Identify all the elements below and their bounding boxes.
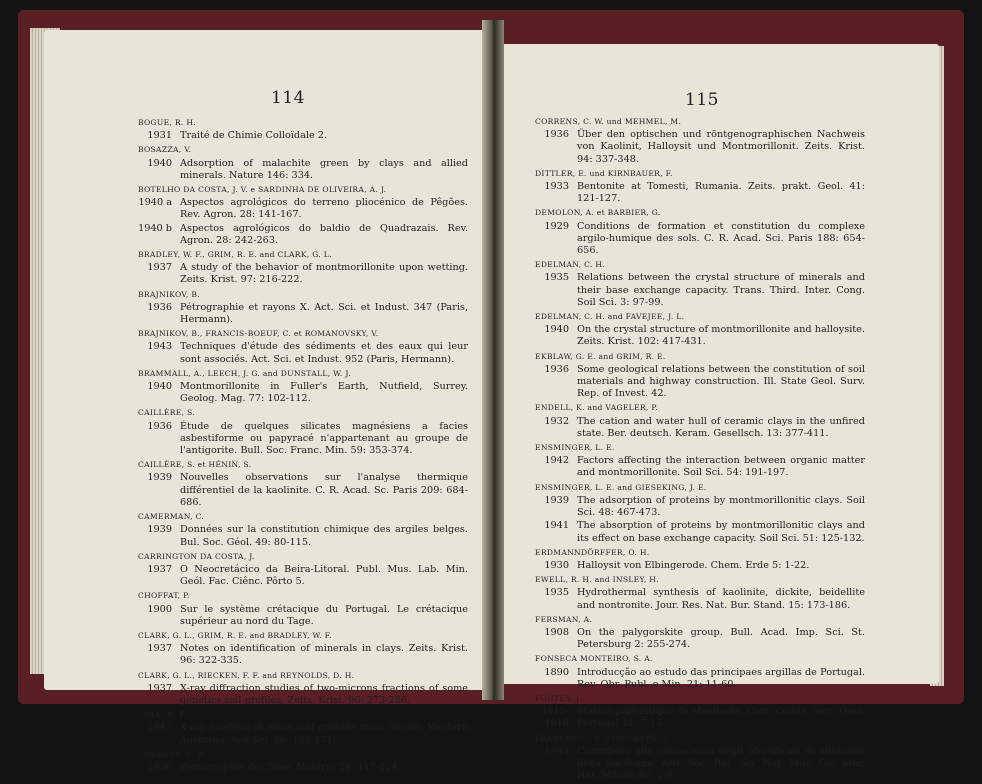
entry-author: BRAJNIKOV, B. (138, 289, 200, 299)
reference-text: Adsorption of malachite green by clays and allied minerals. Nature 146: 334. (180, 157, 468, 181)
reference-year: 1929 (544, 220, 569, 232)
reference-text: The adsorption of proteins by montmorillonitic clays. Soil Sci. 48: 467-473. (577, 494, 865, 519)
entry-author: DITTLER, E. und KIRNBAUER, F. (535, 168, 673, 178)
entry-reference (138, 130, 468, 142)
bibliography-entry (535, 547, 865, 572)
bibliography-entry (138, 590, 468, 628)
reference-text: X-ray diffraction studies of two-microns fractions of some genetics soil profiles. Zeits. Krist. 96: 273-286. (180, 682, 468, 706)
entry-reference (535, 364, 865, 401)
entry-author: DEMOLON, A. et BARBIER, G. (535, 208, 661, 218)
entry-reference (138, 381, 468, 405)
reference-text: O Neocretácico da Beira-Litoral. Publ. Mus. Lab. Min. Geól. Fac. Ciênc. Pôrto 5. (180, 563, 468, 588)
reference-text: Aspectos agrológicos do baldio de Quadrazais. Rev. Agron. 28: 242-263. (180, 222, 468, 246)
reference-text: Sur le système crétacique du Portugal. Le crétacique supérieur au nord du Tage. (180, 603, 468, 627)
bibliography-entry (138, 551, 468, 589)
reference-text: Données sur la constitution chimique des argiles belges. Bul. Soc. Géol. 49: 80-115. (180, 524, 468, 548)
entry-reference (138, 421, 468, 458)
entry-author: EDELMAN, C. H. and FAVEJEE, J. L. (535, 312, 685, 322)
reference-text: Über den optischen und röntgenographischen Nachweis von Kaolinit, Halloysit und Montmorillonit. Zeits. Krist. 94: 337-348. (577, 129, 865, 165)
entry-author: BOGUE, R. H. (138, 118, 196, 127)
reference-text: Relations between the crystal structure of minerals and their base exchange capacity. Trans. Third. Inter. Cong. Soil Sci. 3: 97-99. (577, 272, 865, 308)
reference-text: Étude de quelques silicates magnésiens a facies asbestiforme ou papyracé n'appartenant au groupe de l'antigorite. Bull. Soc. Franc. Min. 59: 353-374. (180, 420, 468, 457)
reference-text: Some geological relations between the constitution of soil materials and highway construction. Ill. State Geol. Surv. Rep. of Invest. 42. (577, 363, 865, 400)
reference-text: A study of the behavior of montmorillonite upon wetting. Zeits. Krist. 97: 216-222. (180, 262, 468, 286)
bibliography-entry (138, 407, 468, 457)
bibliography-entry (535, 259, 865, 309)
entry-author: BRAMMALL, A., LEECH, J. G. and DUNSTALL, W. J. (138, 368, 351, 378)
reference-year: 1937 (147, 682, 172, 694)
reference-year: 1940 b (138, 222, 172, 234)
bibliography-entry (138, 117, 468, 142)
entry-reference (535, 455, 865, 479)
entry-reference (535, 324, 865, 348)
reference-year: 1937 (147, 643, 172, 655)
reference-year: 1939 (147, 524, 172, 536)
entry-reference (535, 627, 865, 651)
bibliography-entry (138, 511, 468, 549)
entry-reference (535, 181, 865, 205)
reference-text: Aspectos agrológicos do terreno pliocénico de Pêgões. Rev. Agron. 28: 141-167. (180, 197, 468, 221)
bibliography-entry (535, 442, 865, 480)
reference-year: 1936 (544, 363, 569, 375)
reference-year: 1940 a (138, 197, 172, 209)
entry-reference (535, 520, 865, 544)
reference-year: 1933 (544, 181, 569, 193)
entry-author: FRANCESCO, S. e GIUSEPPE, S. (535, 733, 671, 743)
entry-author: EDELMAN, C. H. (535, 260, 606, 270)
reference-year: 1908 (544, 626, 569, 638)
reference-text: Contributo alla conoscenza degli idrosilicati di alluminio della Sardegna. Atti. Soc. Ital. Sci. Nat. Mus. Civ. Stor. Nat. Milano 82: 1-9. (577, 745, 865, 782)
bibliography-entry (535, 351, 865, 401)
reference-text: Petrographie der Tone. Naturw. 24: 117-124. (180, 761, 401, 773)
reference-text: Pétrographie et rayons X. Act. Sci. et Indust. 347 (Paris, Hermann). (180, 301, 468, 326)
reference-text: On the crystal structure of montmorillonite and halloysite. Zeits. Krist. 102: 417-431. (577, 324, 865, 348)
bibliography-list (138, 117, 468, 776)
reference-year: 1890 (544, 666, 569, 678)
entry-reference (535, 416, 865, 440)
reference-year: 1936 (544, 129, 569, 141)
reference-year: 1941 (544, 520, 569, 532)
reference-year: 1943 (147, 341, 172, 353)
bibliography-entry (535, 653, 865, 691)
entry-reference (535, 129, 865, 166)
bibliography-entry (535, 733, 865, 783)
bibliography-entry (138, 368, 468, 406)
entry-author: COLE, W. F. (138, 710, 187, 720)
entry-author: ERDMANNDÖRFFER, O. H. (535, 547, 650, 557)
reference-text: Introducção ao estudo das principaes argillas de Portugal. Rev. Obr. Publ. e Min. 21: 11-60. (577, 666, 865, 690)
bibliography-entry (138, 459, 468, 509)
entry-author: ENDELL, K. and VAGELER, P. (535, 403, 658, 413)
bibliography-entry (138, 630, 468, 668)
bibliography-entry (535, 693, 865, 731)
entry-reference (138, 722, 468, 746)
bibliography-entry (138, 144, 468, 182)
reference-text: Bentonite at Tomesti, Rumania. Zeits. prakt. Geol. 41: 121-127. (577, 181, 865, 205)
entry-reference (535, 706, 865, 730)
reference-year: 1930 (544, 559, 569, 571)
entry-reference (138, 524, 468, 548)
entry-author: CAMERMAN, C. (138, 512, 205, 522)
entry-reference (138, 683, 468, 707)
entry-author: CORRENS, C. W. und MEHMEL, M. (535, 117, 682, 126)
reference-year: 1943 (147, 722, 172, 734)
reference-year: 1936 (147, 761, 172, 773)
right-page (495, 44, 939, 782)
bibliography-list (535, 116, 865, 784)
reference-text: Notes on identification of minerals in clays. Zeits. Krist. 96: 322-335. (180, 643, 468, 667)
reference-year: 1935 (544, 587, 569, 599)
bibliography-entry (535, 574, 865, 612)
entry-reference (535, 221, 865, 258)
bibliography-entry (535, 207, 865, 257)
entry-reference (138, 604, 468, 628)
bibliography-entry (138, 709, 468, 747)
reference-year: 1940 (544, 324, 569, 336)
entry-author: FERSMAN, A. (535, 614, 593, 624)
bibliography-entry (535, 614, 865, 652)
bibliography-entry (138, 670, 468, 708)
reference-year: 1931 (147, 130, 172, 142)
reference-text: On the palygorskite group. Bull. Acad. Imp. Sci. St. Petersburg 2: 255-274. (577, 626, 865, 651)
reference-text: Station paléolitique de Mealhada. Com. Comis. Serv. Geol. Portugal 11: 7-15. (577, 706, 865, 730)
reference-year: 1932 (544, 415, 569, 427)
bibliography-entry (138, 184, 468, 247)
reference-text: The cation and water hull of ceramic clays in the unfired state. Ber. deutsch. Keram. Gesellsch. 13: 377-411. (577, 415, 865, 439)
bibliography-entry (138, 328, 468, 366)
entry-reference (138, 643, 468, 667)
reference-text: Halloysit von Elbingerode. Chem. Erde 5: 1-22. (577, 559, 810, 571)
entry-author: CAILLÈRE, S. (138, 408, 195, 418)
entry-author: CAILLÈRE, S. et HÉNIN, S. (138, 460, 252, 470)
left-page (44, 30, 490, 773)
bibliography-entry (138, 749, 468, 774)
reference-year: 1939 (147, 472, 172, 484)
bibliography-entry (138, 289, 468, 327)
entry-author: ENSMINGER, L. E. and GIESEKING, J. E. (535, 482, 707, 492)
entry-reference (138, 472, 468, 509)
reference-text: Conditions de formation et constitution du complexe argilo-humique des sols. C. R. Acad. Sci. Paris 188: 654-656. (577, 220, 865, 257)
reference-text: Factors affecting the interaction between organic matter and montmorillonite. Soil Sci. 54: 191-197. (577, 455, 865, 479)
reference-year: 1936 (147, 420, 172, 432)
reference-text: The absorption of proteins by montmorillonitic clays and its effect on base exchange capacity. Soil Sci. 51: 125-132. (577, 520, 865, 544)
entry-author: BOTELHO DA COSTA, J. V. e SARDINHA DE OLIVEIRA, A. J. (138, 185, 387, 195)
entry-reference (138, 564, 468, 588)
reference-text: Techniques d'étude des sédiments et des eaux qui leur sont associés. Act. Sci. et Indust. 952 (Paris, Hermann). (180, 341, 468, 365)
reference-text: Montmorillonite in Fuller's Earth, Nutfield, Surrey. Geolog. Mag. 77: 102-112. (180, 381, 468, 405)
entry-reference (138, 223, 468, 247)
page-number: 115 (685, 90, 719, 110)
entry-author: CLARK, G. L., RIECKEN, F. F. and REYNOLDS, D. H. (138, 670, 355, 680)
reference-text: Nouvelles observations sur l'analyse thermique différentiel de la kaolinite. C. R. Acad. Sc. Paris 209: 684-686. (180, 472, 468, 508)
bibliography-entry (138, 249, 468, 287)
entry-author: CARRINGTON DA COSTA, J. (138, 551, 255, 561)
reference-year: 1936 (147, 301, 172, 313)
entry-author: BRAJNIKOV, B., FRANCIS-BOEUF, C. et ROMANOVSKY, V. (138, 329, 379, 339)
entry-reference (138, 302, 468, 326)
reference-year: 1937 (147, 262, 172, 274)
reference-year: 1915-1916 (541, 706, 569, 730)
bibliography-entry (535, 168, 865, 206)
entry-reference (138, 341, 468, 365)
entry-author: BOSAZZA, V. (138, 145, 192, 155)
entry-reference (138, 197, 468, 221)
entry-author: EKBLAW, G. E. and GRIM, R. E. (535, 351, 666, 361)
reference-year: 1942 (544, 455, 569, 467)
entry-author: BRADLEY, W. F., GRIM, R. E. and CLARK, G. L. (138, 250, 332, 260)
bibliography-entry (535, 402, 865, 440)
reference-year: 1940 (147, 381, 172, 393)
entry-reference (535, 746, 865, 783)
entry-reference (535, 272, 865, 309)
entry-reference (535, 667, 865, 691)
entry-reference (138, 158, 468, 182)
entry-reference (535, 587, 865, 611)
entry-reference (138, 262, 468, 286)
reference-year: 1935 (544, 272, 569, 284)
reference-year: 1937 (147, 563, 172, 575)
entry-author: FONSECA MONTEIRO, S. A. (535, 654, 653, 664)
reference-year: 1900 (147, 603, 172, 615)
reference-text: Traité de Chimie Colloïdale 2. (180, 130, 328, 142)
reference-year: 1940 (147, 157, 172, 169)
book-gutter (482, 20, 504, 700)
entry-author: CORRENS, C. W. (138, 749, 207, 759)
entry-author: CLARK, G. L., GRIM, R. E. and BRADLEY, W. F. (138, 630, 332, 640)
entry-author: FONTES, J. (535, 693, 582, 703)
bibliography-entry (535, 482, 865, 545)
bibliography-entry (535, 311, 865, 349)
entry-reference (535, 495, 865, 519)
entry-reference (138, 762, 468, 774)
reference-year: 1943 (544, 745, 569, 757)
entry-author: CHOFFAT, P. (138, 591, 190, 601)
reference-text: X-ray analysis of some soil colloids from Gingin, Western Australia. Soil Sci. 56: 153-171. (180, 722, 468, 746)
entry-author: ENSMINGER, L. E. (535, 443, 615, 453)
reference-year: 1939 (544, 494, 569, 506)
entry-author: EWELL, R. H. and INSLEY, H. (535, 575, 659, 585)
bibliography-entry (535, 116, 865, 166)
page-number: 114 (271, 88, 305, 108)
entry-reference (535, 560, 865, 572)
reference-text: Hydrothermal synthesis of kaolinite, dickite, beidellite and nontronite. Jour. Res. Nat. Bur. Stand. 15: 173-186. (577, 587, 865, 611)
